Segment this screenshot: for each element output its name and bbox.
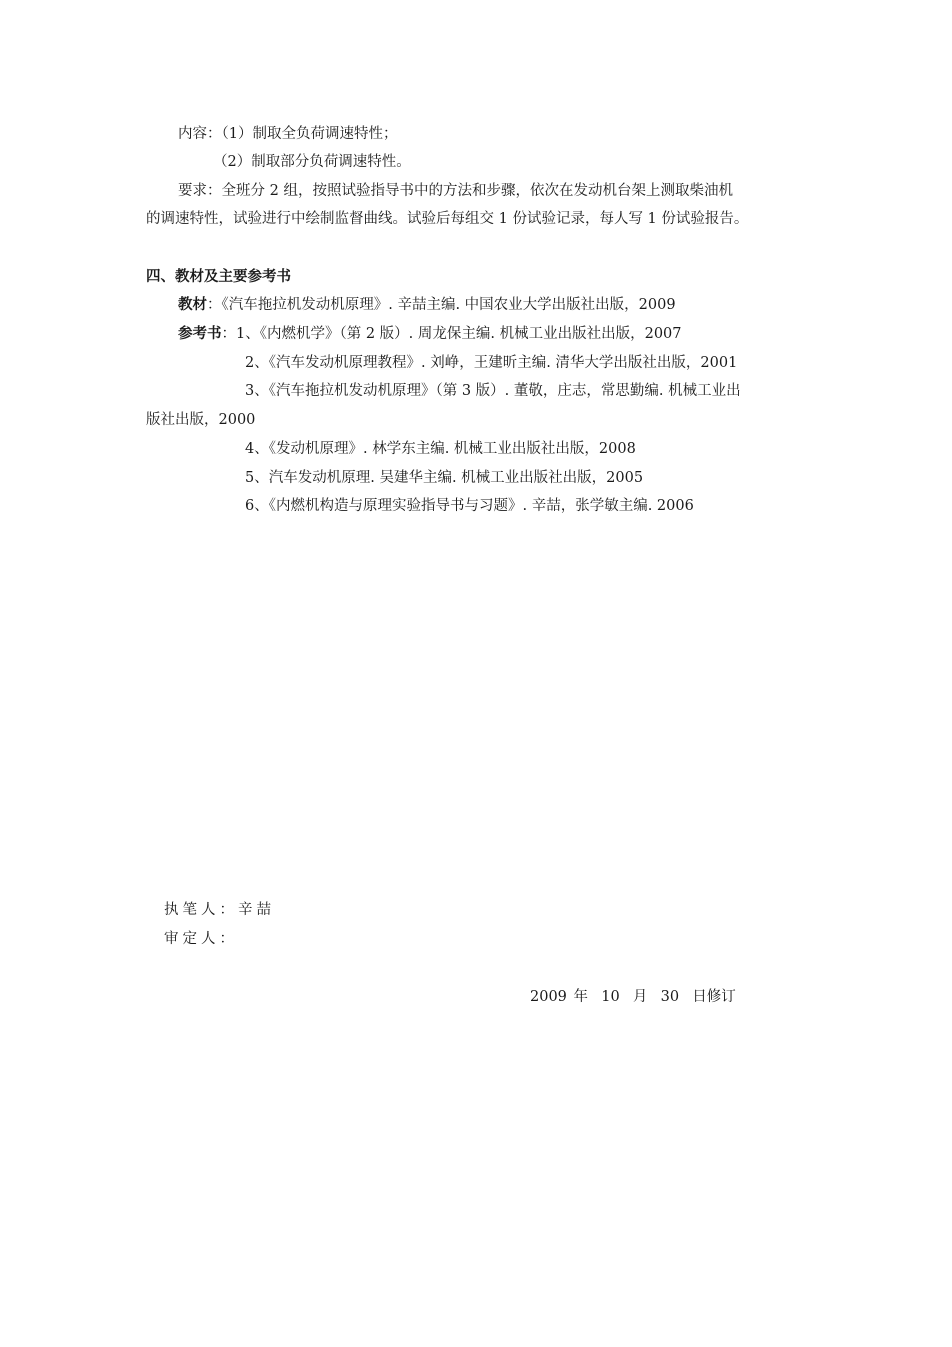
reviewer-line: 审定人： [164,931,238,947]
requirement-line-2: 的调速特性，试验进行中绘制监督曲线。试验后每组交 1 份试验记录，每人写 1 份试验报告。 [146,211,749,227]
reference-entry-1 [178,324,682,344]
reference-entry-4: 4、《发动机原理》. 林学东主编. 机械工业出版社出版，2008 [245,441,636,457]
textbook-text: ：《汽车拖拉机发动机原理》. 辛喆主编. 中国农业大学出版社出版，2009 [207,297,676,313]
author-line: 执笔人：辛喆 [164,902,275,918]
reference-entry-2: 2、《汽车发动机原理教程》. 刘峥，王建昕主编. 清华大学出版社出版，2001 [245,355,738,371]
textbook-entry [178,295,676,315]
content-item-2: （2）制取部分负荷调速特性。 [213,154,411,170]
reference-entry-6: 6、《内燃机构造与原理实验指导书与习题》. 辛喆，张学敏主编. 2006 [245,498,694,514]
reference-entry-3-continued: 版社出版，2000 [146,412,256,428]
content-item-1: 内容：（1）制取全负荷调速特性； [178,126,398,142]
reference-label: 参考书 [178,325,222,342]
revision-date: 2009 年 10 月 30 日修订 [530,989,736,1005]
requirement-line-1: 要求：全班分 2 组，按照试验指导书中的方法和步骤，依次在发动机台架上测取柴油机 [178,183,733,199]
textbook-label: 教材 [178,296,207,313]
reference-entry-3: 3、《汽车拖拉机发动机原理》（第 3 版）. 董敬，庄志，常思勤编. 机械工业出 [245,383,741,399]
section-heading: 四、教材及主要参考书 [146,268,291,285]
reference-entry-5: 5、汽车发动机原理. 吴建华主编. 机械工业出版社出版，2005 [245,470,644,486]
reference-text-1: ：1、《内燃机学》（第 2 版）. 周龙保主编. 机械工业出版社出版，2007 [221,326,682,342]
